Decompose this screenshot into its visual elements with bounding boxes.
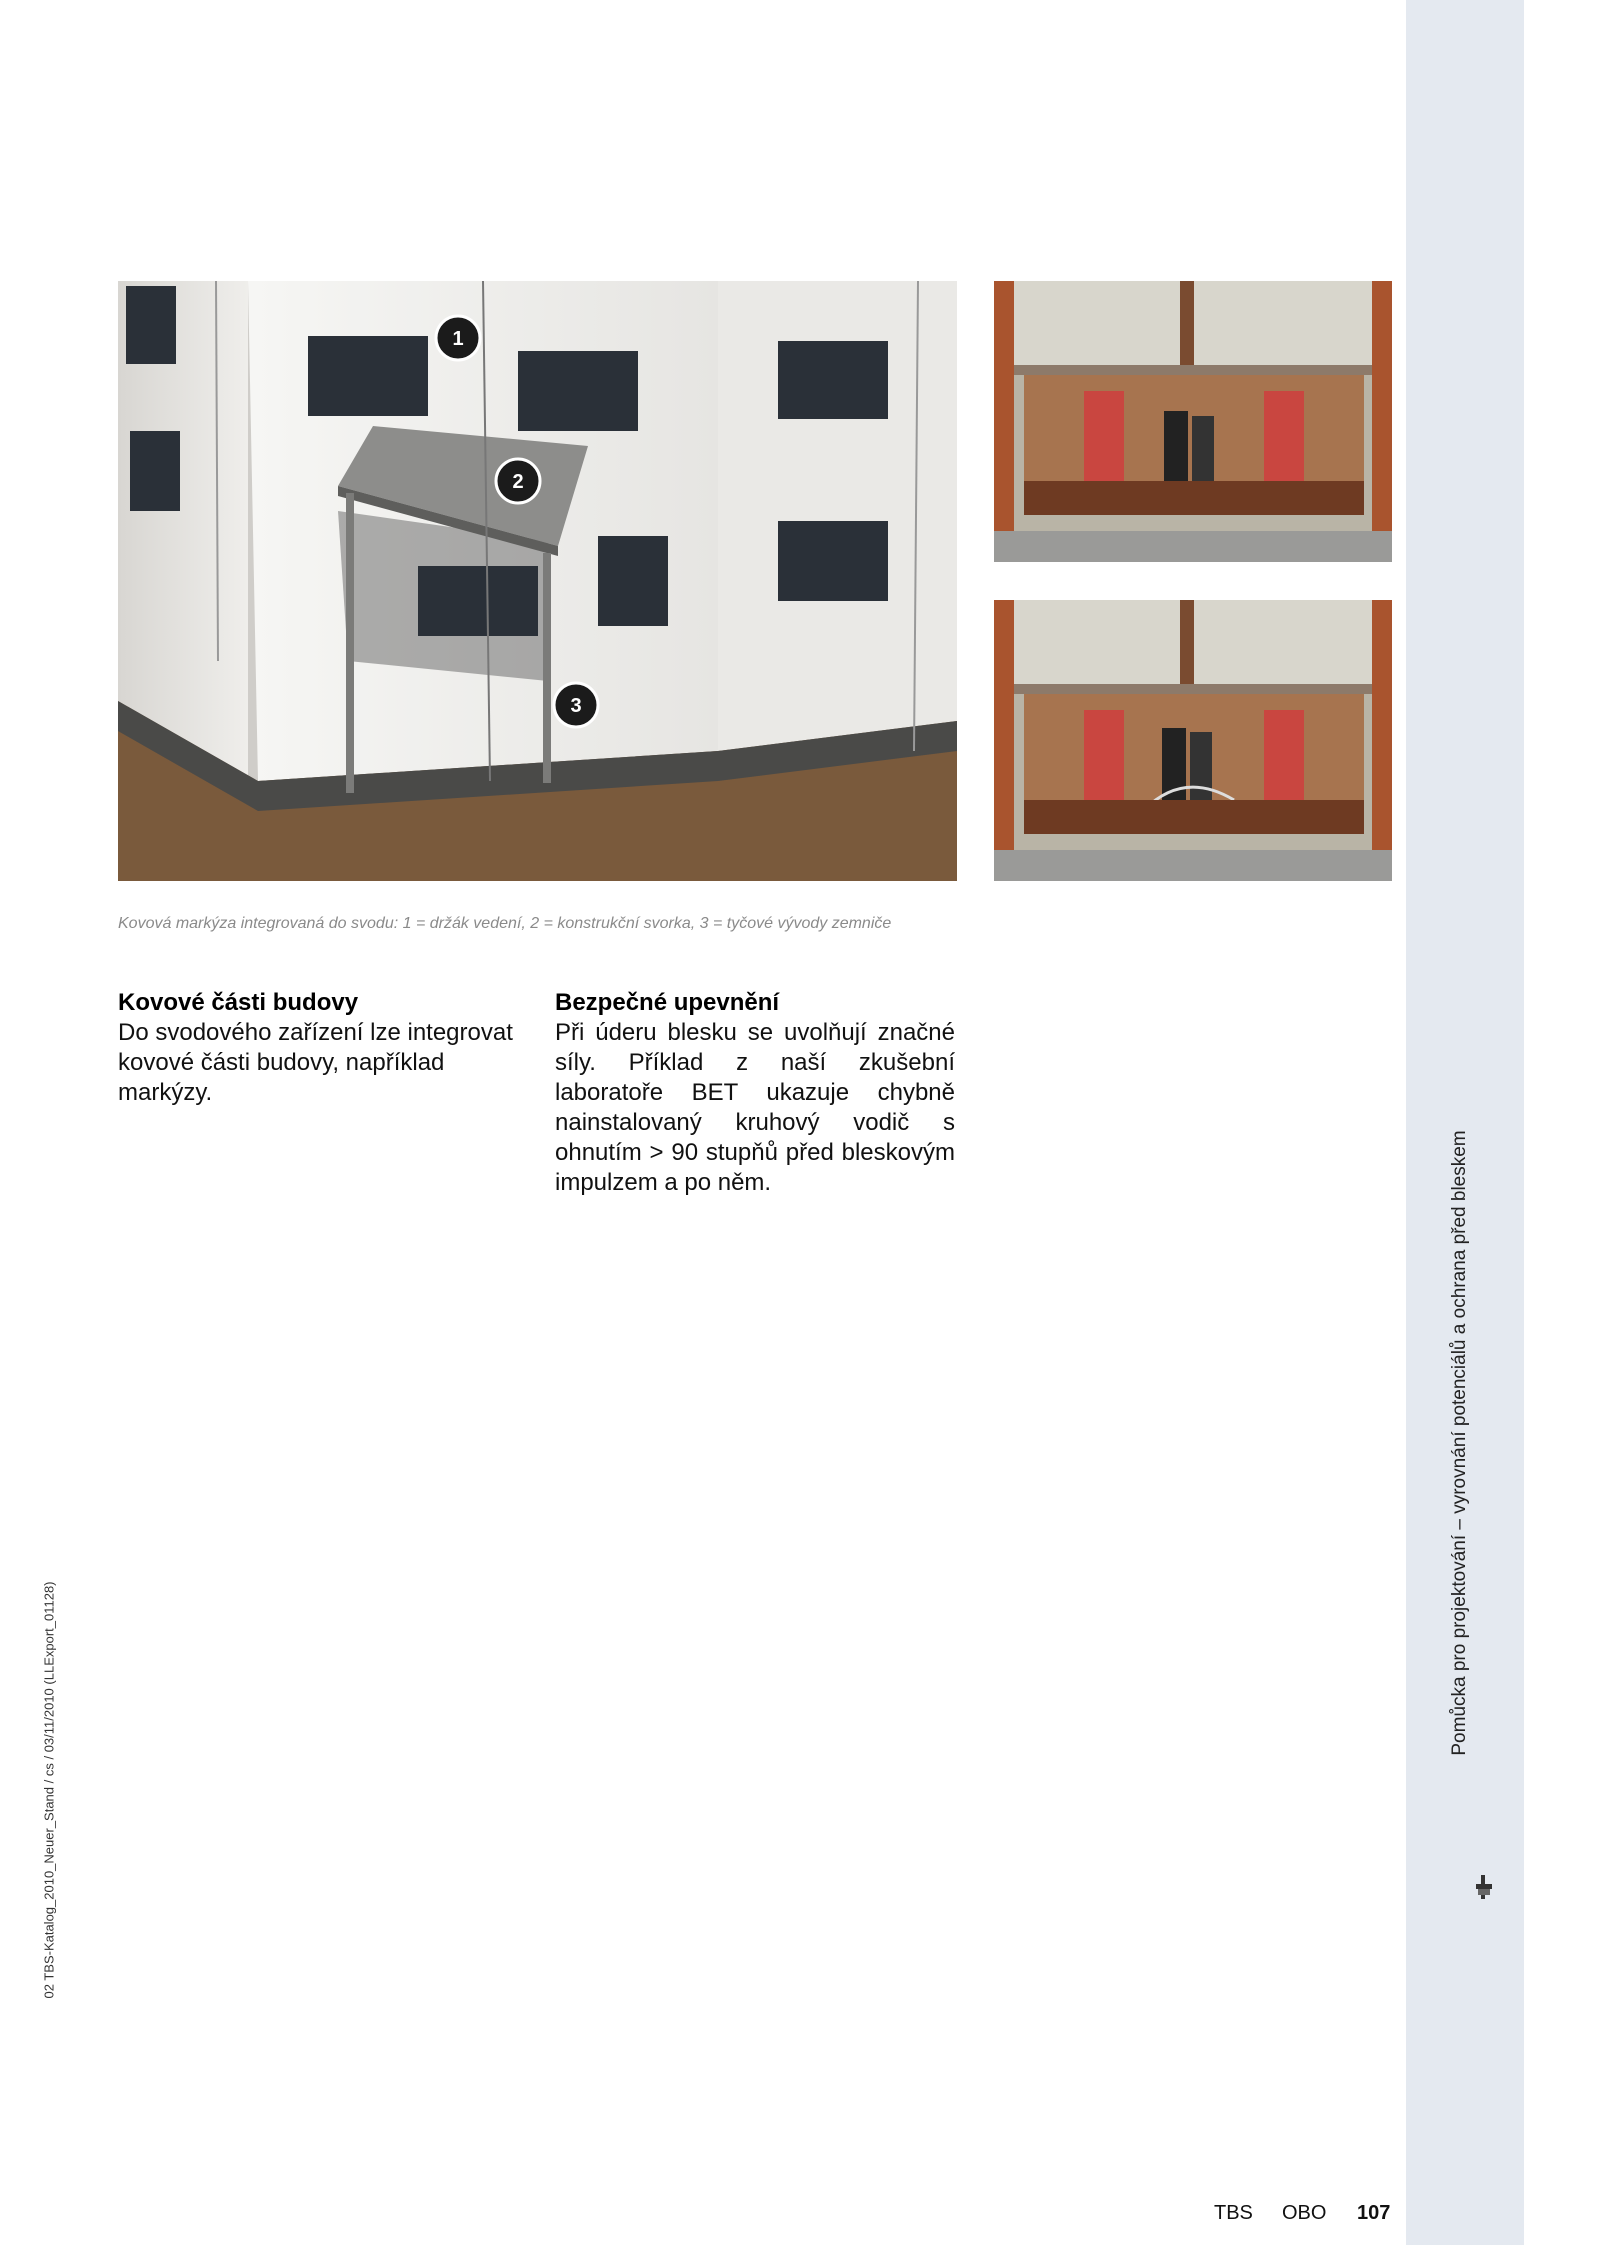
footer-brand-tbs: TBS <box>1214 2202 1253 2224</box>
section-title: Pomůcka pro projektování – vyrovnání potenciálů a ochrana před bleskem <box>1449 1130 1470 1756</box>
section-heading: Bezpečné upevnění <box>555 989 780 1016</box>
building-awning-illustration <box>118 281 957 881</box>
document-code: 02 TBS-Katalog_2010_Neuer_Stand / cs / 03/11/2010 (LLExport_01128) <box>41 1581 57 1999</box>
section-heading: Kovové části budovy <box>118 989 359 1016</box>
sidebar-band <box>1406 0 1524 2245</box>
lab-test-photo-after <box>994 600 1392 881</box>
section-body: Při úderu blesku se uvolňují značné síly. Příklad z naší zkušební laboratoře BET ukazuje chybně nainstalovaný kruhový vodič s ohnutím > 90 stupňů před bleskovým impulzem a po něm. <box>555 1019 955 1196</box>
footer-brand-obo: OBO <box>1282 2202 1327 2224</box>
page-number: 107 <box>1357 2202 1391 2224</box>
section-body: Do svodového zařízení lze integrovat kovové části budovy, například markýzy. <box>118 1019 513 1106</box>
lab-test-photo-before <box>994 281 1392 562</box>
section-secure-fixing <box>555 988 955 1198</box>
marker-2: 2 <box>512 471 524 493</box>
marker-1: 1 <box>452 328 464 350</box>
section-metal-parts <box>118 988 518 1108</box>
building-icon <box>1475 1875 1493 1899</box>
marker-3: 3 <box>570 695 582 717</box>
figure-caption: Kovová markýza integrovaná do svodu: 1 = držák vedení, 2 = konstrukční svorka, 3 = tyčové vývody zemniče <box>118 915 892 932</box>
